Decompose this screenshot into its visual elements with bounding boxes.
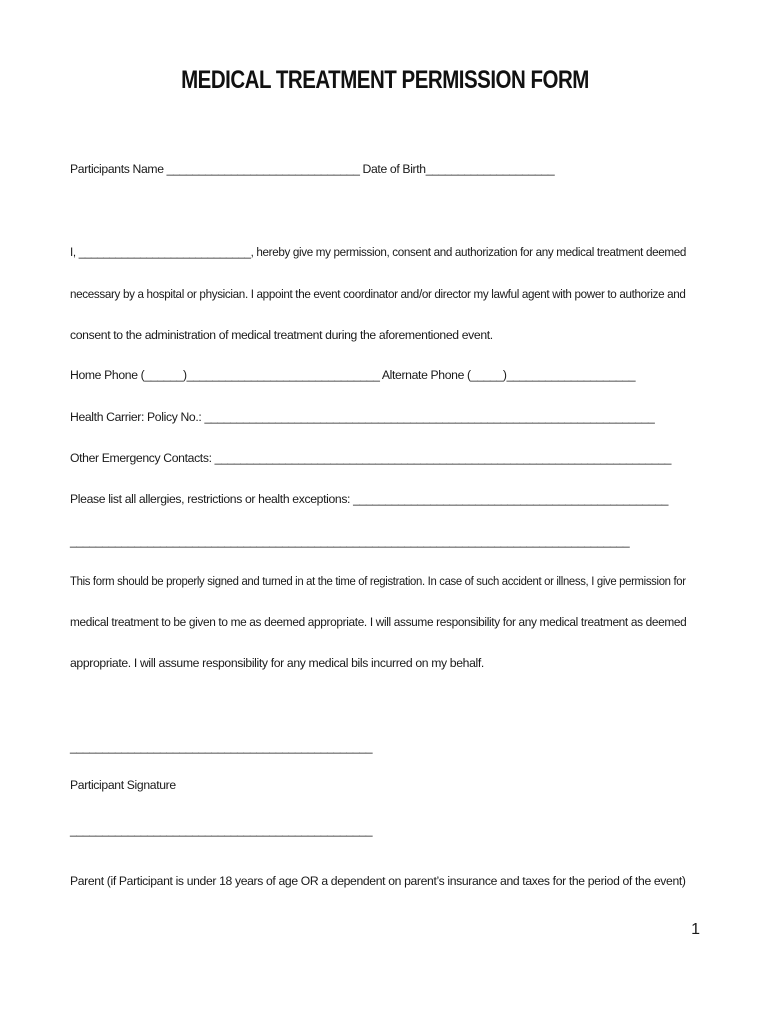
- form-title: MEDICAL TREATMENT PERMISSION FORM: [181, 66, 589, 94]
- page-number: 1: [691, 921, 700, 938]
- emergency-contacts-line: Other Emergency Contacts: _______________________________________________________________________: [70, 451, 672, 465]
- consent-paragraph-line-1: I, ____________________________, hereby give my permission, consent and authorization for any medical treatment deemed: [70, 245, 687, 259]
- parent-signature-blank: _______________________________________________: [70, 823, 373, 837]
- registration-paragraph-line-2: medical treatment to be given to me as deemed appropriate. I will assume responsibility for any medical treatment as deemed: [70, 615, 687, 629]
- consent-paragraph-line-3: consent to the administration of medical treatment during the aforementioned event.: [70, 328, 493, 342]
- participant-signature-label: Participant Signature: [70, 778, 176, 792]
- consent-paragraph-line-2: necessary by a hospital or physician. I appoint the event coordinator and/or director my lawful agent with power to authorize and: [70, 287, 686, 301]
- health-carrier-line: Health Carrier: Policy No.: ______________________________________________________________________: [70, 410, 655, 424]
- parent-signature-label: Parent (if Participant is under 18 years of age OR a dependent on parent’s insurance and taxes for the period of the event): [70, 874, 686, 888]
- participant-name-dob-line: Participants Name ______________________________ Date of Birth____________________: [70, 162, 555, 176]
- registration-paragraph-line-3: appropriate. I will assume responsibility for any medical bils incurred on my behalf.: [70, 656, 484, 670]
- allergies-line: Please list all allergies, restrictions or health exceptions: _________________________________________________: [70, 492, 669, 506]
- allergies-continuation-line: _______________________________________________________________________________________: [70, 534, 630, 548]
- registration-paragraph-line-1: This form should be properly signed and turned in at the time of registration. In case of such accident or illness, I give permission for: [70, 574, 686, 588]
- participant-signature-blank: _______________________________________________: [70, 740, 373, 754]
- phone-line: Home Phone (______)______________________________ Alternate Phone (_____)____________________: [70, 368, 636, 382]
